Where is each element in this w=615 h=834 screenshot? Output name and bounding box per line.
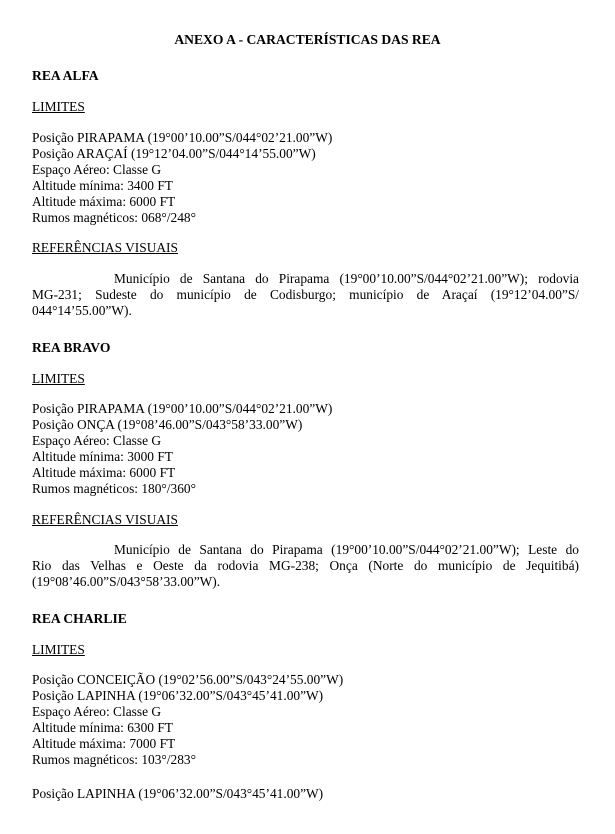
limit-line: Posição ONÇA (19°08’46.00”S/043°58’33.00”W) <box>32 417 303 432</box>
annex-title: ANEXO A - CARACTERÍSTICAS DAS REA <box>174 32 441 47</box>
section-title-alfa: REA ALFA <box>32 68 99 83</box>
limit-line: Altitude máxima: 6000 FT <box>32 465 176 480</box>
limit-line: Posição ARAÇAÍ (19°12’04.00”S/044°14’55.00”W) <box>32 146 316 161</box>
visual-refs-line: (19°08’46.00”S/043°58’33.00”W). <box>32 574 221 589</box>
limit-line: Posição PIRAPAMA (19°00’10.00”S/044°02’21.00”W) <box>32 130 333 145</box>
visual-refs-heading-alfa: REFERÊNCIAS VISUAIS <box>32 240 178 255</box>
section-title-bravo: REA BRAVO <box>32 340 111 355</box>
limit-line: Altitude mínima: 3000 FT <box>32 449 173 464</box>
visual-refs-line: Município de Santana do Pirapama (19°00’10.00”S/044°02’21.00”W); Leste do <box>114 542 579 557</box>
limit-line: Rumos magnéticos: 068°/248° <box>32 210 196 225</box>
limit-line: Altitude máxima: 6000 FT <box>32 194 176 209</box>
visual-refs-heading-bravo: REFERÊNCIAS VISUAIS <box>32 512 178 527</box>
limits-heading-charlie: LIMITES <box>32 642 85 657</box>
limit-line: Posição CONCEIÇÃO (19°02’56.00”S/043°24’55.00”W) <box>32 672 344 687</box>
limit-line: Altitude mínima: 3400 FT <box>32 178 173 193</box>
limits-heading-alfa: LIMITES <box>32 99 85 114</box>
limits-heading-bravo: LIMITES <box>32 371 85 386</box>
limit-line: Altitude máxima: 7000 FT <box>32 736 176 751</box>
limit-line: Rumos magnéticos: 103°/283° <box>32 752 196 767</box>
limit-line: Rumos magnéticos: 180°/360° <box>32 481 196 496</box>
limit-line: Posição PIRAPAMA (19°00’10.00”S/044°02’21.00”W) <box>32 401 333 416</box>
limit-line: Espaço Aéreo: Classe G <box>32 433 162 448</box>
limit-line: Altitude mínima: 6300 FT <box>32 720 173 735</box>
visual-refs-line: 044°14’55.00”W). <box>32 303 132 318</box>
section-title-charlie: REA CHARLIE <box>32 611 127 626</box>
limit-line: Posição LAPINHA (19°06’32.00”S/043°45’41.00”W) <box>32 786 324 801</box>
visual-refs-line: MG-231; Sudeste do município de Codisburgo; município de Araçaí (19°12’04.00”S/ <box>32 287 579 302</box>
limit-line: Espaço Aéreo: Classe G <box>32 162 162 177</box>
visual-refs-line: Município de Santana do Pirapama (19°00’10.00”S/044°02’21.00”W); rodovia <box>114 271 579 286</box>
limit-line: Posição LAPINHA (19°06’32.00”S/043°45’41.00”W) <box>32 688 324 703</box>
limit-line: Espaço Aéreo: Classe G <box>32 704 162 719</box>
visual-refs-line: Rio das Velhas e Oeste da rodovia MG-238; Onça (Norte do município de Jequitibá) <box>32 558 579 573</box>
